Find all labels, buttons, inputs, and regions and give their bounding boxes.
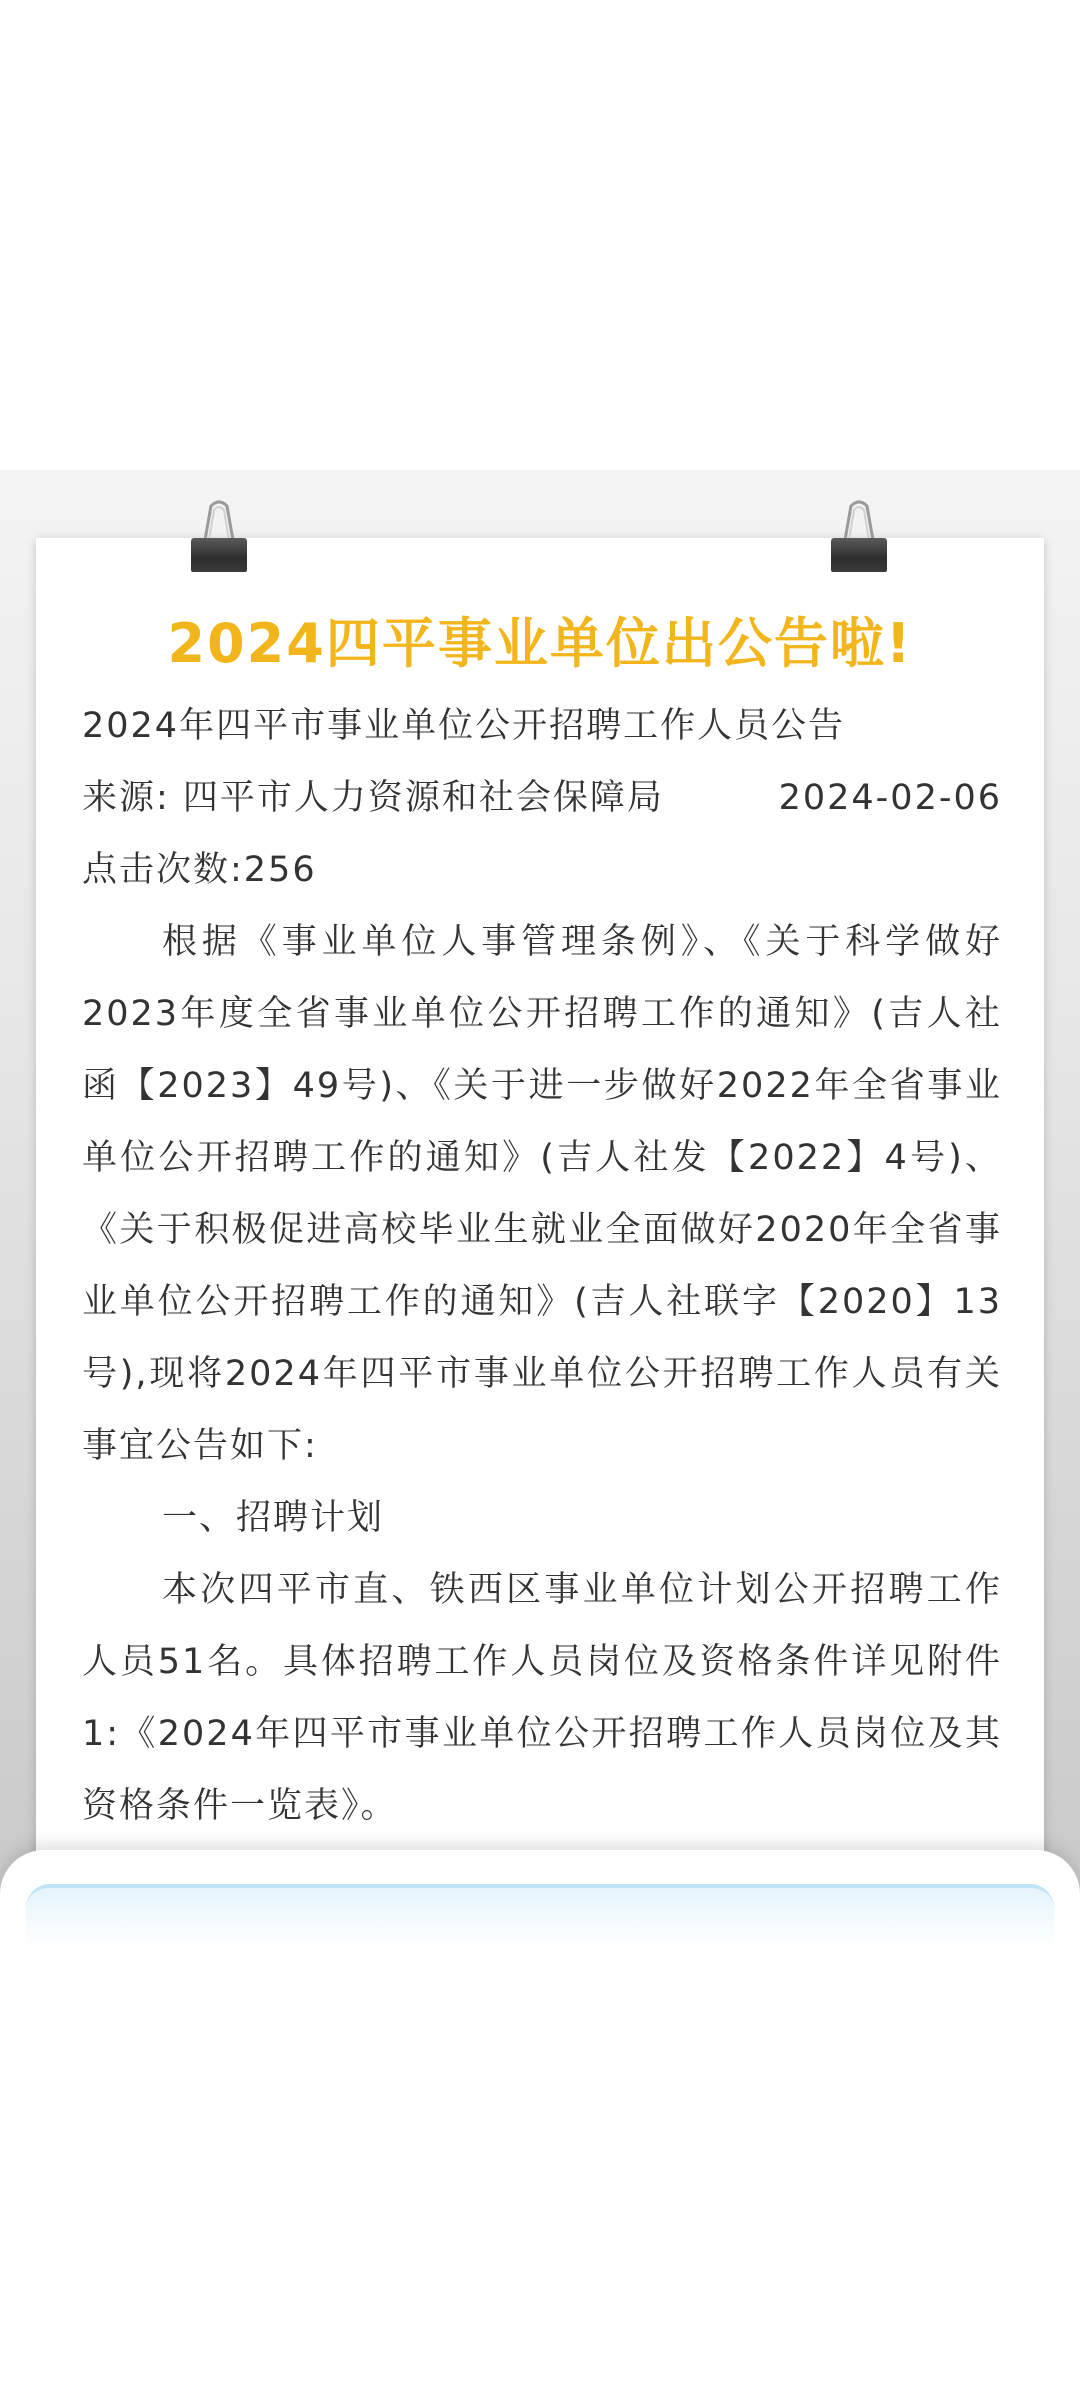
intro-paragraph: 根据《事业单位人事管理条例》、《关于科学做好2023年度全省事业单位公开招聘工作的通知》(吉人社函【2023】49号)、《关于进一步做好2022年全省事业单位公开招聘工作的通知》(吉人社发【2022】4号)、《关于积极促进高校毕业生就业全面做好2020年全省事业单位公开招聘工作的通知》(吉人社联字【2020】13号),现将2024年四平市事业单位公开招聘工作人员有关事宜公告如下: xyxy=(82,922,1002,1466)
plan-paragraph: 本次四平市直、铁西区事业单位计划公开招聘工作人员51名。具体招聘工作人员岗位及资格条件详见附件1:《2024年四平市事业单位公开招聘工作人员岗位及其资格条件一览表》。 xyxy=(82,1570,1002,1826)
source-line xyxy=(82,762,1002,834)
announcement-heading: 2024年四平市事业单位公开招聘工作人员公告 xyxy=(82,706,846,746)
source-label: 来源: 四平市人力资源和社会保障局 xyxy=(82,778,664,818)
binder-clip-icon xyxy=(831,500,887,572)
bottom-sheet-header xyxy=(26,1884,1054,1948)
bottom-sheet[interactable] xyxy=(0,1850,1080,2390)
section-heading-plan: 一、招聘计划 xyxy=(162,1498,385,1538)
announcement-body xyxy=(82,690,1002,1842)
top-blank-area xyxy=(0,0,1080,470)
binder-clip-icon xyxy=(191,500,247,572)
publish-date: 2024-02-06 xyxy=(778,778,1002,818)
poster-title: 2024四平事业单位出公告啦! xyxy=(167,612,913,675)
click-count: 点击次数:256 xyxy=(82,850,317,890)
